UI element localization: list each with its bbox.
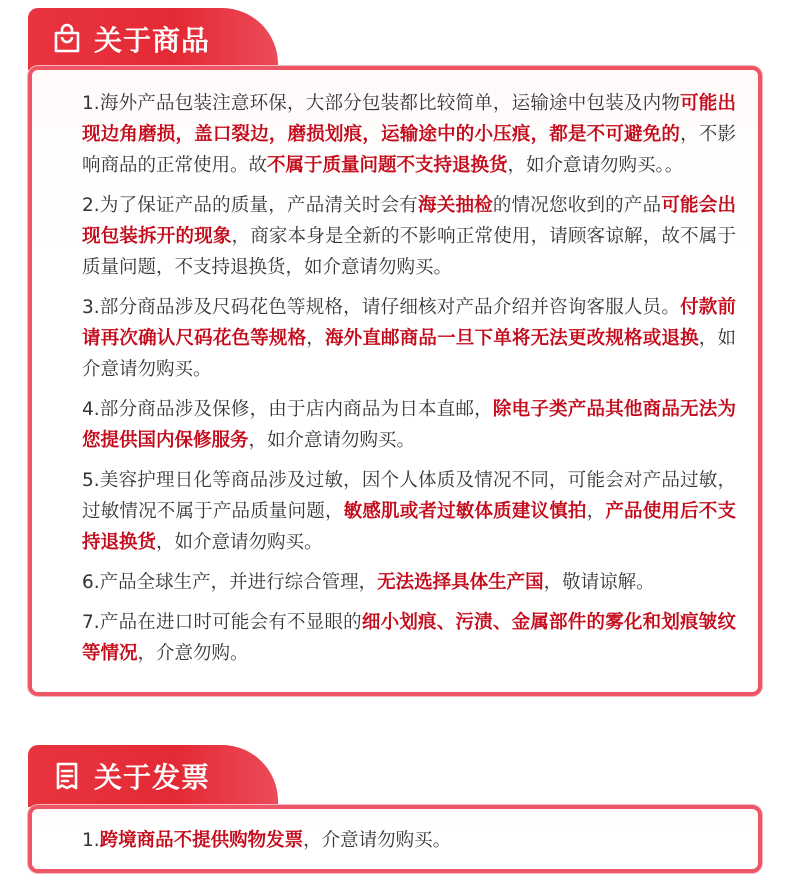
notice-item [82, 292, 736, 385]
notice-item [82, 465, 736, 558]
highlight-text: 细小划痕、污渍、金属部件的雾化和划痕皱纹等情况 [82, 612, 736, 664]
body-text: ，如介意请勿购买。。 [507, 155, 684, 176]
notice-item [82, 567, 736, 598]
products-notice-list [32, 70, 758, 669]
body-text: 7.产品在进口时可能会有不显眼的 [82, 612, 362, 633]
highlight-text: 产品使用后不支持退换货 [82, 501, 736, 553]
body-text: 3.部分商品涉及尺码花色等规格，请仔细核对产品介绍并咨询客服人员。 [82, 297, 681, 318]
body-text: ，介意勿购。 [137, 643, 249, 664]
highlight-text: 不属于质量问题不支持退换货 [267, 155, 508, 176]
highlight-text: 无法选择具体生产国 [377, 572, 544, 593]
body-text: 5.美容护理日化等商品涉及过敏，因个人体质及情况不同，可能会对产品过敏，过敏情况不属于产品质量问题， [82, 470, 736, 522]
body-text: 1. [82, 830, 100, 851]
body-text: 1.海外产品包装注意环保，大部分包装都比较简单，运输途中包装及内物 [82, 93, 681, 114]
highlight-text: 跨境商品不提供购物发票 [99, 830, 304, 851]
body-text: 4.部分商品涉及保修，由于店内商品为日本直邮， [82, 399, 493, 420]
body-text: 2.为了保证产品的质量，产品清关时会有 [82, 195, 419, 216]
body-text: ， [306, 328, 325, 349]
highlight-text: 敏感肌或者过敏体质建议慎拍 [343, 501, 587, 522]
invoice-icon [50, 759, 84, 793]
notice-item [82, 190, 736, 283]
shopping-bag-icon [50, 22, 84, 56]
body-text: ，商家本身是全新的不影响正常使用，请顾客谅解，故不属于质量问题，不支持退换货，如介意请勿购买。 [82, 226, 736, 278]
section-header-invoice [28, 745, 278, 807]
body-text: ，如介意请勿购买。 [248, 430, 416, 451]
products-notice-panel [28, 66, 762, 696]
section-header-products [28, 8, 278, 70]
body-text: 6.产品全球生产，并进行综合管理， [82, 572, 378, 593]
invoice-notice-panel [28, 805, 762, 873]
body-text: ，敬请谅解。 [543, 572, 655, 593]
highlight-text: 付款前请再次确认尺码花色等规格 [82, 297, 736, 349]
highlight-text: 除电子类产品其他商品无法为您提供国内保修服务 [82, 399, 736, 451]
body-text: ， [586, 501, 606, 522]
body-text: ，介意请勿购买。 [303, 830, 452, 851]
section-title: 关于发票 [94, 761, 211, 794]
body-text: ，如介意请勿购买。 [82, 328, 736, 380]
highlight-text: 可能会出现包装拆开的现象 [82, 195, 736, 247]
notice-item [82, 88, 736, 181]
highlight-text: 海关抽检 [418, 195, 493, 216]
notice-item [82, 825, 736, 856]
highlight-text: 海外直邮商品一旦下单将无法更改规格或退换 [324, 328, 699, 349]
invoice-notice-list [32, 809, 758, 856]
body-text: ，不影响商品的正常使用。故 [82, 124, 736, 176]
notice-item [82, 394, 736, 456]
body-text: ，如介意请勿购买。 [156, 532, 323, 553]
body-text: 的情况您收到的产品 [492, 195, 662, 216]
highlight-text: 可能出现边角磨损，盖口裂边，磨损划痕，运输途中的小压痕，都是不可避免的 [82, 93, 736, 145]
notice-item [82, 607, 736, 669]
section-title: 关于商品 [94, 24, 211, 57]
